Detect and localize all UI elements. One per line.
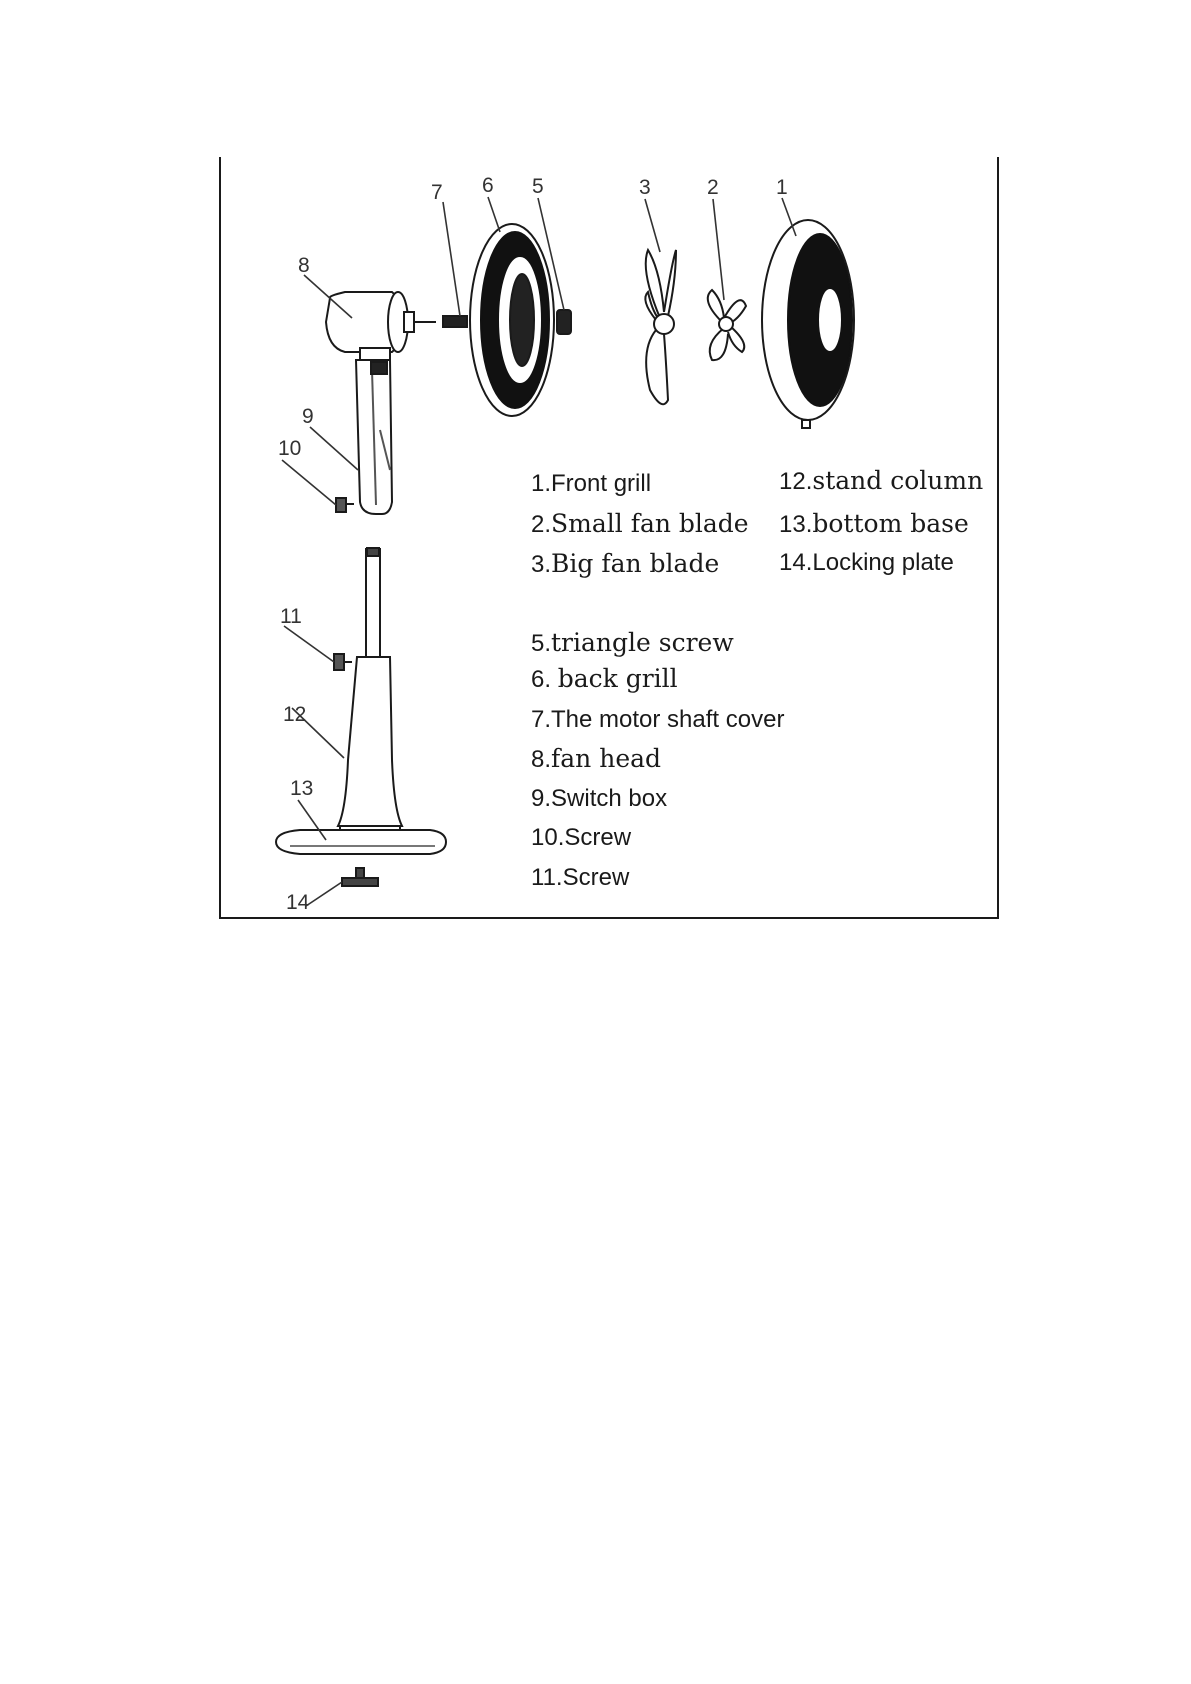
stand-column-part (338, 548, 402, 833)
legend-item-front-grill: 1.Front grill (531, 470, 652, 497)
callout-9: 9 (302, 405, 314, 428)
switch-box-part (356, 360, 392, 514)
small-fan-blade-part (708, 290, 746, 360)
callout-10: 10 (278, 437, 302, 460)
back-grill-part (470, 224, 554, 416)
locking-plate-part (342, 868, 378, 886)
callout-12: 12 (283, 703, 307, 726)
callout-11: 11 (280, 605, 302, 628)
fan-head-part (326, 292, 436, 360)
legend-item-back-grill: 6. back grill (531, 664, 678, 693)
callout-7: 7 (431, 181, 443, 204)
callout-5: 5 (532, 175, 544, 198)
bottom-base-part (276, 830, 446, 854)
callout-14: 14 (286, 891, 310, 914)
big-fan-blade-part (645, 250, 676, 404)
legend-item-big-fan-blade: 3.Big fan blade (531, 549, 720, 578)
legend-item-screw-11: 11.Screw (531, 864, 630, 891)
legend-item-stand-column: 12.stand column (779, 466, 984, 495)
legend-item-screw-10: 10.Screw (531, 824, 632, 851)
callout-2: 2 (707, 176, 719, 199)
callout-13: 13 (290, 777, 314, 800)
screw-11-part (334, 654, 352, 670)
front-grill-part (762, 220, 854, 428)
legend-item-locking-plate: 14.Locking plate (779, 549, 954, 576)
callout-3: 3 (639, 176, 651, 199)
triangle-screw-part (557, 310, 571, 334)
legend-item-bottom-base: 13.bottom base (779, 509, 969, 538)
motor-shaft-cover-part (443, 316, 467, 327)
legend-item-fan-head: 8.fan head (531, 744, 662, 773)
screw-10-part (336, 498, 354, 512)
callout-6: 6 (482, 174, 494, 197)
callout-8: 8 (298, 254, 310, 277)
legend-item-small-fan-blade: 2.Small fan blade (531, 509, 749, 538)
legend-item-triangle-screw: 5.triangle screw (531, 628, 734, 657)
callout-1: 1 (776, 176, 788, 199)
legend-item-motor-shaft-cover: 7.The motor shaft cover (531, 706, 785, 733)
legend-item-switch-box: 9.Switch box (531, 785, 668, 812)
